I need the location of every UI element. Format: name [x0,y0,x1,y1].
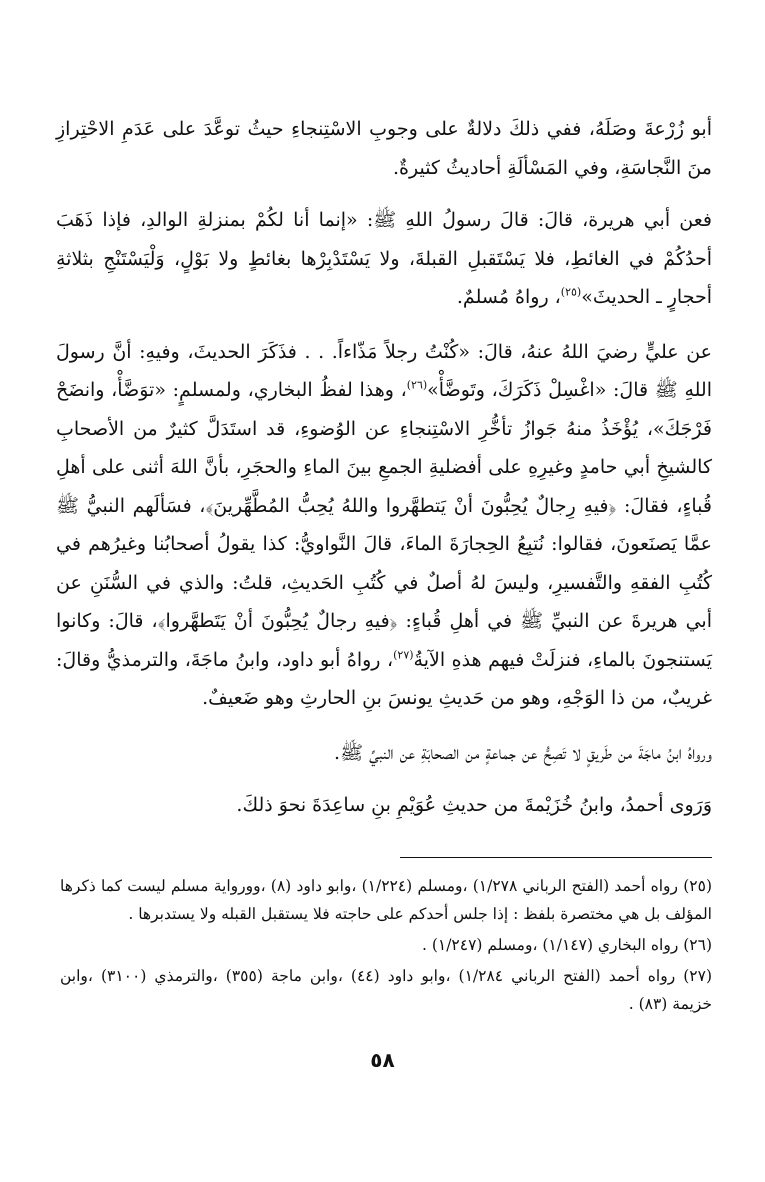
paragraph-4 [56,734,712,773]
paragraph-5 [56,786,712,825]
paragraph-3-text-b: ، وهذا لفظُ البخاري، ولمسلمٍ: «توَضَّأْ، وانضَحْ فَرْجَكَ»، يُؤْخَذُ منهُ جَوازُ تأخُّرِ الاسْتِنجاءِ عن الوُضوءِ، قد استَدَلَّ كثيرٌ من الأصحابِ كالشيخِ أبي حامدٍ وغيرِهِ على أفضليةِ الجمعِ بينَ الماءِ والحجَرِ، بأنَّ اللهَ أثنى على أهلِ قُباءٍ، فقالَ: ﴿فيهِ رِجالٌ يُحِبُّونَ أنْ يَتطهَّروا واللهُ يُحِبُّ المُطَّهِّرينَ﴾، فسَألَهم النبيُّ ﷺ عمَّا يَصنَعونَ، فقالوا: نُتبِعُ الحِجارَةَ الماءَ، قالَ النَّواويُّ: كذا يقولُ أصحابُنا وغيرُهم في كُتُبِ الفقهِ والتَّفسيرِ، وليسَ لهُ أصلٌ في كُتُبِ الحَديثِ، قلتُ: والذي في السُّنَنِ عن أبي هريرةَ عن النبيِّ ﷺ في أهلِ قُباءٍ: ﴿فيهِ رجالٌ يُحِبُّونَ أنْ يَتَطهَّروا﴾، قالَ: وكانوا يَستنجونَ بالماءِ، فنزلَتْ فيهم هذهِ الآيةُ [56,379,712,671]
footnotes [60,872,712,1021]
paragraph-2-tail: ، رواهُ مُسلمٌ. [456,286,561,308]
paragraph-1 [56,110,712,187]
main-text [56,110,712,841]
paragraph-5-text: وَرَوى أحمدُ، وابنُ خُزَيْمةَ من حديثِ عُوَيْمِ بنِ ساعِدَةَ نحوَ ذلكَ. [236,794,712,816]
paragraph-3 [56,333,712,718]
paragraph-4-text: ورواهُ ابنُ ماجَةَ من طَريقٍ لا تَصِحُّ عن جماعةٍ من الصحابَةِ عن النبيِّ ﷺ. [334,741,712,764]
paragraph-3-text-c: ، رواهُ أبو داود، وابنُ ماجَةَ، والترمذيُّ وقالَ: غريبٌ، من ذا الوَجْهِ، وهو من حَديثِ يونسَ بنِ الحارثِ وهو ضَعيفٌ. [56,648,712,709]
paragraph-1-text: أبو زُرْعةَ وصَلَهُ، ففي ذلكَ دلالةٌ على وجوبِ الاسْتِنجاءِ حيثُ توعَّدَ على عَدَمِ الاحْتِرازِ منَ النَّجاسَةِ، وفي المَسْألَةِ أحاديثُ كثيرةٌ. [56,118,712,179]
paragraph-2-text: فعن أبي هريرة، قالَ: قالَ رسولُ اللهِ ﷺ: «إنما أنا لكُمْ بمنزلةِ الوالدِ، فإذا ذَهَبَ أحدُكُمْ في الغائطِ، فلا يَسْتَقبلِ القبلةَ، ولا يَسْتَدْبِرْها بغائطٍ ولا بَوْلٍ، وَلْيَسْتَنْجِ بثلاثةِ أحجارٍ ـ الحديثَ» [56,209,712,308]
footnote-27: (٢٧) رواه أحمد (الفتح الرباني ١/٢٨٤) ،وابو داود (٤٤) ،وابن ماجة (٣٥٥) ،والترمذي (٣١٠٠) ،وابن خزيمة (٨٣) . [60,967,712,1013]
footnote-ref-27[interactable]: (٢٧) [393,648,414,662]
paragraph-3-text-a: عن عليٍّ رضيَ اللهُ عنهُ، قالَ: «كُنْتُ رجلاً مَذّاءاً. . . فذَكَرَ الحديثَ، وفيهِ: أنَّ رسولَ اللهِ ﷺ قالَ: «اغْسِلْ ذَكَرَكَ، وتَوضَّأْ» [56,340,712,401]
page-number: ٥٨ [370,1048,395,1072]
footnote-25: (٢٥) رواه أحمد (الفتح الرباني ١/٢٧٨) ،ومسلم (١/٢٢٤) ،وابو داود (٨) ،وورواية مسلم ليست كما ذكرها المؤلف بل هي مختصرة بلفظ : إذا جلس أحدكم على حاجته فلا يستقبل القبله ولا يستدبرها . [60,877,713,923]
footnote-ref-25[interactable]: (٢٥) [560,285,582,299]
footnote-divider [400,857,712,858]
footnote-26: (٢٦) رواه البخاري (١/١٤٧) ،ومسلم (١/٢٤٧) . [421,936,712,954]
paragraph-2 [56,201,712,317]
footnote-ref-26[interactable]: (٢٦) [406,378,428,392]
